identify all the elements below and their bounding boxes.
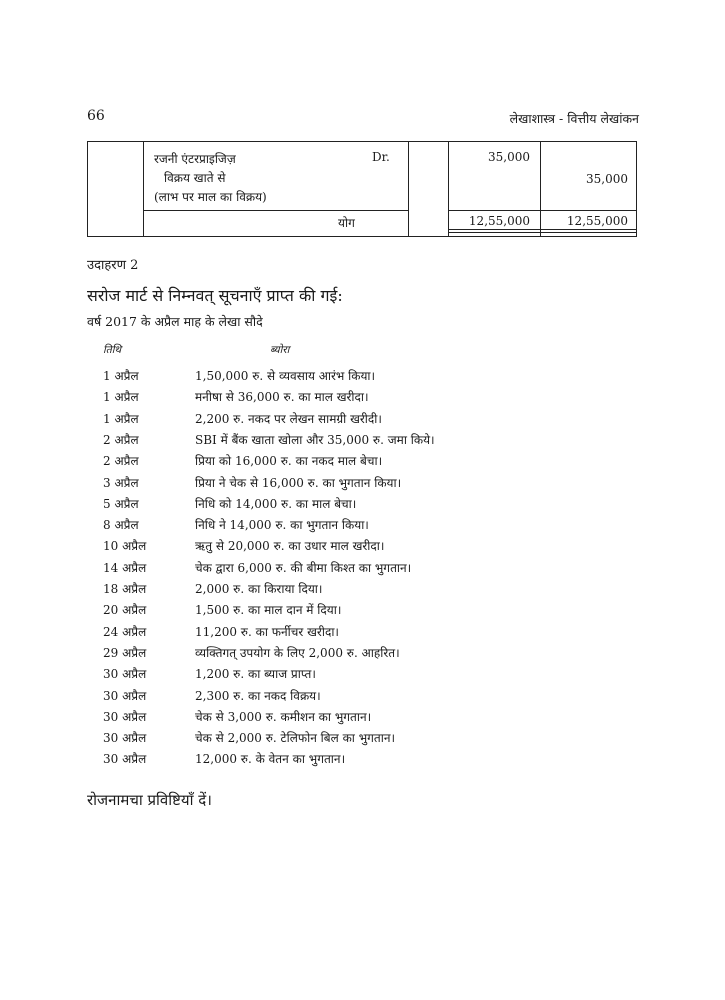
column-date-header: तिथि [103,344,122,356]
debit-amount: 35,000 [488,150,530,164]
transaction-date: 14 अप्रैल [103,560,147,575]
transaction-date: 1 अप्रैल [103,369,139,383]
transaction-text: ऋतु से 20,000 रु. का उधार माल खरीदा। [195,539,385,554]
transaction-date: 30 अप्रैल [103,731,147,746]
narration: (लाभ पर माल का विक्रय) [154,190,267,204]
transaction-text: 2,000 रु. का किराया दिया। [195,582,323,596]
transaction-text: 2,300 रु. का नकद विक्रय। [195,688,321,703]
transaction-text: 1,500 रु. का माल दान में दिया। [195,603,342,618]
debit-total: 12,55,000 [468,214,530,228]
dr-label: Dr. [372,150,390,164]
transaction-date: 30 अप्रैल [103,667,147,682]
transaction-text: 1,50,000 रु. से व्यवसाय आरंभ किया। [195,369,376,383]
journal-table [87,141,637,237]
transaction-text: प्रिया ने चेक से 16,000 रु. का भुगतान किया। [195,475,402,490]
transaction-text: चेक से 3,000 रु. कमीशन का भुगतान। [195,709,372,724]
transaction-date: 29 अप्रैल [103,645,147,660]
transaction-text: प्रिया को 16,000 रु. का नकद माल बेचा। [195,454,383,469]
transaction-text: 12,000 रु. के वेतन का भुगतान। [195,752,346,767]
transaction-date: 30 अप्रैल [103,688,147,703]
transaction-text: चेक द्वारा 6,000 रु. की बीमा किश्त का भुगतान। [195,560,412,575]
transaction-date: 5 अप्रैल [103,496,139,511]
transaction-text: 1,200 रु. का ब्याज प्राप्त। [195,667,316,682]
transaction-date: 10 अप्रैल [103,539,147,554]
column-details-header: ब्योरा [270,344,290,356]
page-number: 66 [87,108,105,124]
transaction-date: 1 अप्रैल [103,411,139,426]
transaction-text: 11,200 रु. का फर्नीचर खरीदा। [195,624,339,639]
transaction-text: चेक से 2,000 रु. टेलिफोन बिल का भुगतान। [195,731,396,746]
credit-total: 12,55,000 [566,214,628,228]
transaction-date: 2 अप्रैल [103,432,139,447]
transaction-text: 2,200 रु. नकद पर लेखन सामग्री खरीदी। [195,411,382,426]
transaction-text: निधि को 14,000 रु. का माल बेचा। [195,496,357,511]
transaction-date: 18 अप्रैल [103,582,147,596]
example-subheading: वर्ष 2017 के अप्रैल माह के लेखा सौदे [87,314,263,329]
transaction-text: मनीषा से 36,000 रु. का माल खरीदा। [195,390,369,405]
transaction-date: 1 अप्रैल [103,390,139,405]
instruction: रोजनामचा प्रविष्टियाँ दें। [87,791,212,809]
transaction-date: 24 अप्रैल [103,624,147,639]
transaction-date: 8 अप्रैल [103,518,139,533]
transaction-date: 30 अप्रैल [103,752,147,767]
transaction-date: 20 अप्रैल [103,603,147,618]
total-label: योग [338,216,355,230]
debit-account: रजनी एंटरप्राइजिज़ [154,152,236,166]
example-label: उदाहरण 2 [87,258,139,273]
running-head: लेखाशास्त्र - वित्तीय लेखांकन [509,111,639,126]
transaction-date: 2 अप्रैल [103,454,139,469]
transaction-date: 3 अप्रैल [103,475,139,490]
example-heading: सरोज मार्ट से निम्नवत् सूचनाएँ प्राप्त की गई: [87,286,343,305]
transaction-text: व्यक्तिगत् उपयोग के लिए 2,000 रु. आहरित। [195,645,400,660]
credit-account: विक्रय खाते से [164,171,226,185]
transaction-text: SBI में बैंक खाता खोला और 35,000 रु. जमा किये। [195,432,435,447]
transaction-text: निधि ने 14,000 रु. का भुगतान किया। [195,518,369,533]
transaction-date: 30 अप्रैल [103,709,147,724]
credit-amount: 35,000 [586,172,628,186]
